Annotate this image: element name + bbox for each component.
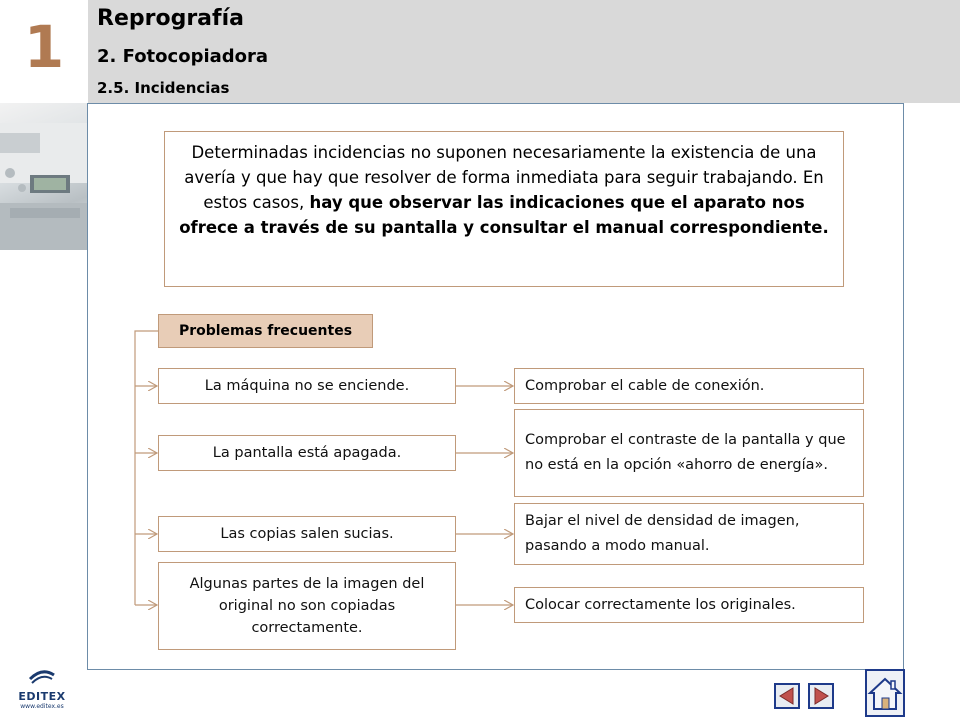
triangle-right-icon <box>810 685 832 707</box>
intro-text-bold: hay que observar las indicaciones que el aparato nos ofrece a través de su pantalla y consultar el manual correspondiente. <box>179 193 829 237</box>
intro-text: Determinadas incidencias no suponen necesariamente la existencia de una avería y que hay que resolver de forma inmediata para seguir trabajando. En estos casos, <box>184 143 824 212</box>
home-button[interactable] <box>865 669 905 717</box>
triangle-left-icon <box>776 685 798 707</box>
problems-header: Problemas frecuentes <box>158 314 373 348</box>
logo-text: EDITEX <box>18 690 66 703</box>
problem-box: Algunas partes de la imagen del original no son copiadas correctamente. <box>158 562 456 650</box>
editex-logo-mark-icon <box>22 665 62 685</box>
problem-box: Las copias salen sucias. <box>158 516 456 552</box>
solution-box: Colocar correctamente los originales. <box>514 587 864 623</box>
next-button[interactable] <box>808 683 834 709</box>
house-icon <box>867 671 903 715</box>
page-subtitle: 2. Fotocopiadora <box>97 46 269 67</box>
page-title: Reprografía <box>97 6 244 31</box>
problem-box: La pantalla está apagada. <box>158 435 456 471</box>
copier-photo <box>0 103 88 250</box>
section-title: 2.5. Incidencias <box>97 79 230 97</box>
logo-url: www.editex.es <box>20 703 64 710</box>
solution-box: Bajar el nivel de densidad de imagen, pasando a modo manual. <box>514 503 864 565</box>
editex-logo <box>12 665 72 715</box>
prev-button[interactable] <box>774 683 800 709</box>
solution-box: Comprobar el cable de conexión. <box>514 368 864 404</box>
intro-text-box <box>164 131 844 287</box>
solution-box: Comprobar el contraste de la pantalla y que no está en la opción «ahorro de energía». <box>514 409 864 497</box>
problem-box: La máquina no se enciende. <box>158 368 456 404</box>
chapter-number: 1 <box>23 13 65 81</box>
